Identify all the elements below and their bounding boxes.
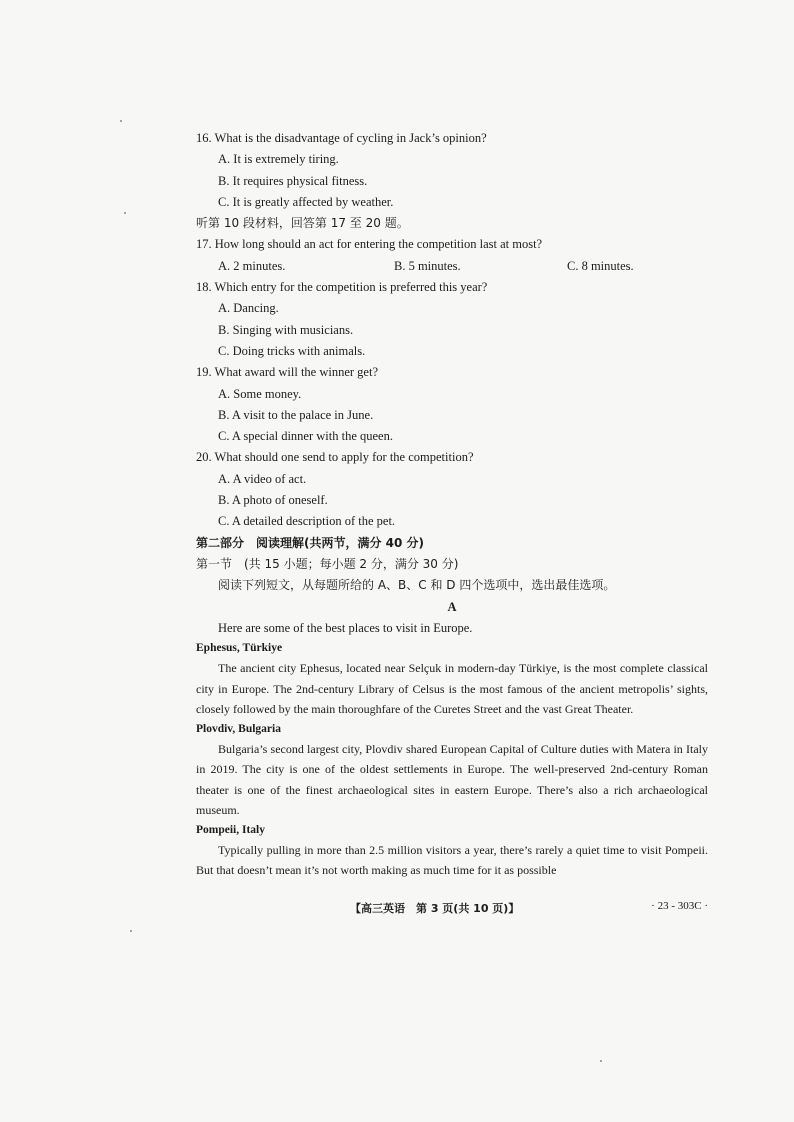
option-16b: B. It requires physical fitness. [218,173,368,188]
option-18b: B. Singing with musicians. [218,322,354,337]
option-17c: C. 8 minutes. [567,258,634,273]
question-20: 20. What should one send to apply for the competition? [196,450,474,465]
scan-speck [600,1060,602,1062]
options-17 [196,256,708,277]
scan-speck [124,212,126,214]
option-19a: A. Some money. [218,386,302,401]
option-19b: B. A visit to the palace in June. [218,407,374,422]
option-20a: A. A video of act. [218,471,307,486]
passage-intro: Here are some of the best places to visit in Europe. [218,620,473,635]
question-17: 17. How long should an act for entering the competition last at most? [196,237,543,252]
place-heading-ephesus: Ephesus, Türkiye [196,642,283,655]
part2-title: 第二部分 阅读理解(共两节，满分 40 分) [196,535,425,550]
option-16c: C. It is greatly affected by weather. [218,194,394,209]
question-18: 18. Which entry for the competition is preferred this year? [196,280,488,295]
place-paragraph-plovdiv: Bulgaria’s second largest city, Plovdiv shared European Capital of Culture duties with Matera in Italy in 2019. The city is one of the oldest settlements in Europe. The well-preserved 2nd-century Roman theater is one of the finest archaeological sites in eastern Europe. There’s also a rich archaeological museum. [196,741,708,818]
place-text-plovdiv [196,739,708,821]
option-17b: B. 5 minutes. [394,258,461,273]
footer-code: · 23 - 303C · [651,900,708,912]
option-18c: C. Doing tricks with animals. [218,343,366,358]
place-text-ephesus [196,658,708,720]
option-16a: A. It is extremely tiring. [218,152,339,167]
place-paragraph-ephesus: The ancient city Ephesus, located near Selçuk in modern-day Türkiye, is the most complete classical city in Europe. The 2nd-century Library of Celsus is the most famous of the ancient metropolis’ sights, closely followed by the main thoroughfare of the Curetes Street and the vast Great Theater. [196,661,708,717]
reading-instruction: 阅读下列短文，从每题所给的 A、B、C 和 D 四个选项中，选出最佳选项。 [218,578,616,593]
place-heading-plovdiv: Plovdiv, Bulgaria [196,722,281,735]
question-16: 16. What is the disadvantage of cycling in Jack’s opinion? [196,131,487,145]
option-17a: A. 2 minutes. [218,258,286,273]
section1-title: 第一节 (共 15 小题；每小题 2 分，满分 30 分) [196,556,459,571]
footer-page-label: 【高三英语 第 3 页(共 10 页)】 [350,902,520,915]
section-note: 听第 10 段材料，回答第 17 至 20 题。 [196,216,409,231]
place-paragraph-pompeii: Typically pulling in more than 2.5 million visitors a year, there’s rarely a quiet time to visit Pompeii. But that doesn’t mean it’s not worth making as much time for it as possible [196,842,708,878]
page-content [196,128,708,881]
question-19: 19. What award will the winner get? [196,365,379,380]
place-text-pompeii [196,840,708,881]
scan-speck [120,120,122,122]
option-20b: B. A photo of oneself. [218,493,328,508]
option-18a: A. Dancing. [218,301,279,316]
option-19c: C. A special dinner with the queen. [218,429,393,444]
passage-label: A [447,599,457,614]
option-20c: C. A detailed description of the pet. [218,514,396,529]
place-heading-pompeii: Pompeii, Italy [196,823,265,836]
scan-speck [130,930,132,932]
